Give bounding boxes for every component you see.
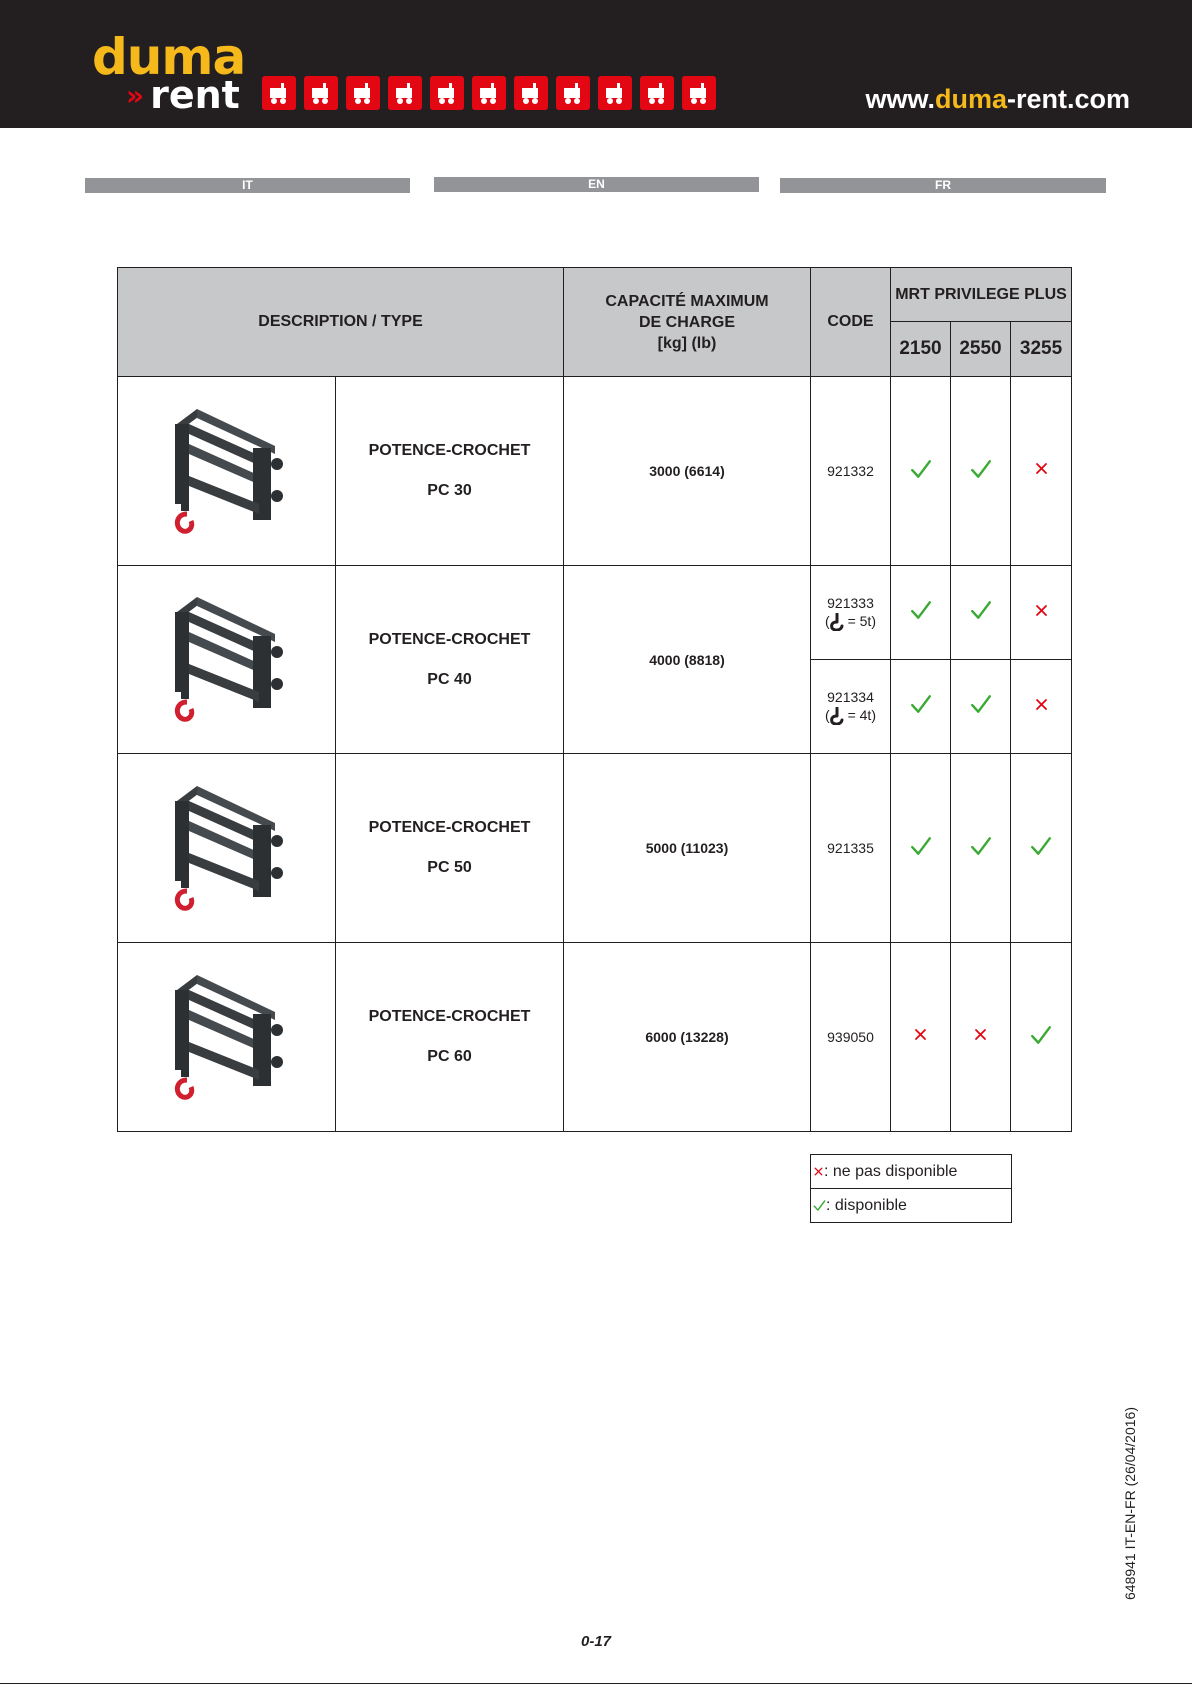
product-description	[336, 943, 564, 1132]
product-name: POTENCE-CROCHET	[368, 442, 531, 459]
availability-2150	[891, 754, 951, 943]
availability-3255	[1011, 377, 1072, 566]
product-image	[118, 754, 336, 943]
availability-2550	[951, 660, 1011, 754]
availability-2550	[951, 943, 1011, 1132]
logo-rent	[126, 73, 240, 117]
hook-icon	[830, 613, 844, 629]
header-capacity: CAPACITÉ MAXIMUM DE CHARGE [kg] (lb)	[564, 268, 811, 377]
product-type: PC 60	[427, 1048, 472, 1065]
cross-icon	[913, 1027, 928, 1042]
table-row	[118, 377, 1072, 566]
check-icon	[970, 693, 992, 715]
product-code	[811, 943, 891, 1132]
website-url: www.duma-rent.com	[865, 84, 1130, 114]
header-code: CODE	[811, 268, 891, 377]
availability-2550	[951, 754, 1011, 943]
product-name: POTENCE-CROCHET	[368, 630, 531, 648]
product-image	[118, 377, 336, 566]
machine-icon	[640, 76, 674, 110]
availability-2150	[891, 943, 951, 1132]
legend	[810, 1154, 1012, 1223]
machine-icon	[556, 76, 590, 110]
machine-icon	[514, 76, 548, 110]
code-value: 921335	[827, 840, 874, 856]
cross-icon	[813, 1166, 824, 1177]
document-reference: 648941 IT-EN-FR (26/04/2016)	[1122, 1407, 1138, 1600]
legend-available: : disponible	[811, 1188, 1011, 1222]
header-model-3255: 3255	[1011, 322, 1072, 377]
product-type: PC 50	[427, 859, 472, 876]
product-capacity: 4000 (8818)	[564, 566, 811, 754]
code-note: ( = 4t)	[825, 706, 876, 723]
product-name: POTENCE-CROCHET	[368, 1008, 531, 1025]
product-table	[117, 267, 1072, 1132]
machine-icon	[346, 76, 380, 110]
code-value: 921333	[827, 594, 874, 611]
product-image	[118, 943, 336, 1132]
check-icon	[970, 599, 992, 621]
availability-2550	[951, 566, 1011, 660]
machine-icon	[598, 76, 632, 110]
cross-icon	[1034, 697, 1049, 712]
machine-icons	[262, 76, 716, 110]
page-header	[0, 0, 1192, 128]
check-icon	[1030, 1024, 1052, 1046]
table-row	[118, 566, 1072, 660]
product-image	[118, 566, 336, 754]
machine-icon	[304, 76, 338, 110]
machine-icon	[430, 76, 464, 110]
product-capacity: 6000 (13228)	[564, 943, 811, 1132]
product-code	[811, 377, 891, 566]
header-model-2150: 2150	[891, 322, 951, 377]
availability-2550	[951, 377, 1011, 566]
logo-duma: duma	[92, 28, 246, 86]
product-code	[811, 754, 891, 943]
code-value: 921332	[827, 463, 874, 479]
check-icon	[910, 458, 932, 480]
code-value: 921334	[827, 688, 874, 705]
check-icon	[970, 835, 992, 857]
product-type: PC 30	[427, 482, 472, 499]
check-icon	[910, 693, 932, 715]
availability-2150	[891, 377, 951, 566]
availability-3255	[1011, 660, 1072, 754]
cross-icon	[1034, 461, 1049, 476]
check-icon	[1030, 835, 1052, 857]
product-description	[336, 754, 564, 943]
hook-icon	[830, 707, 844, 723]
availability-2150	[891, 660, 951, 754]
cross-icon	[973, 1027, 988, 1042]
product-capacity: 5000 (11023)	[564, 754, 811, 943]
availability-3255	[1011, 943, 1072, 1132]
product-capacity: 3000 (6614)	[564, 377, 811, 566]
machine-icon	[388, 76, 422, 110]
legend-not-available: : ne pas disponible	[811, 1155, 1011, 1188]
check-icon	[813, 1199, 826, 1212]
availability-3255	[1011, 754, 1072, 943]
header-description: DESCRIPTION / TYPE	[118, 268, 564, 377]
code-note: ( = 5t)	[825, 612, 876, 629]
product-description	[336, 566, 564, 754]
check-icon	[910, 599, 932, 621]
product-code	[811, 566, 891, 660]
product-name: POTENCE-CROCHET	[368, 819, 531, 836]
table-row	[118, 943, 1072, 1132]
header-model-2550: 2550	[951, 322, 1011, 377]
lang-bar-fr: FR	[780, 178, 1106, 193]
header-mrt-privilege-plus: MRT PRIVILEGE PLUS	[891, 268, 1072, 322]
machine-icon	[682, 76, 716, 110]
product-description	[336, 377, 564, 566]
logo-rent-text: rent	[150, 73, 240, 117]
cross-icon	[1034, 603, 1049, 618]
table-row	[118, 754, 1072, 943]
chevron-icon: »	[126, 79, 145, 112]
availability-3255	[1011, 566, 1072, 660]
machine-icon	[472, 76, 506, 110]
lang-bar-en: EN	[434, 177, 759, 192]
product-type: PC 40	[427, 670, 472, 688]
availability-2150	[891, 566, 951, 660]
page-number: 0-17	[580, 1633, 612, 1650]
bottom-rule	[0, 1683, 1192, 1684]
product-code	[811, 660, 891, 754]
check-icon	[970, 458, 992, 480]
check-icon	[910, 835, 932, 857]
lang-bar-it: IT	[85, 178, 410, 193]
machine-icon	[262, 76, 296, 110]
code-value: 939050	[827, 1029, 874, 1045]
